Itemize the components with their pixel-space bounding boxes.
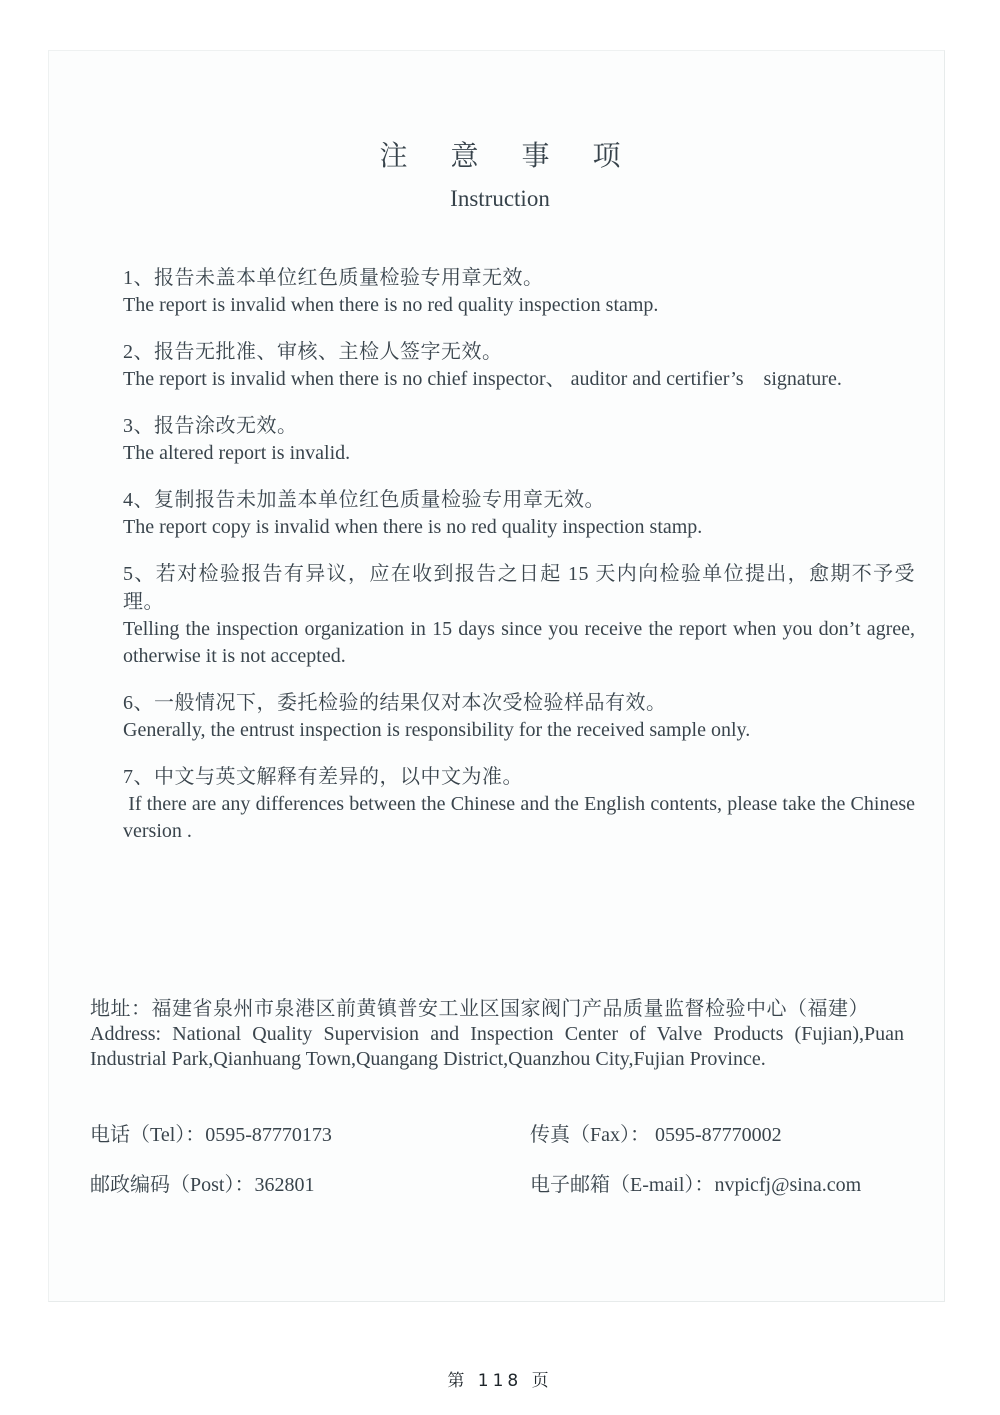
- instruction-item-1: [123, 264, 915, 319]
- instruction-item-3: [123, 412, 915, 467]
- instruction-item-6-english: Generally, the entrust inspection is responsibility for the received sample only.: [123, 719, 751, 741]
- instruction-item-4-chinese: 4、复制报告未加盖本单位红色质量检验专用章无效。: [123, 489, 605, 511]
- fax-line: [530, 1122, 782, 1148]
- instruction-item-4: [123, 486, 915, 541]
- instruction-item-5: [123, 560, 915, 670]
- telephone-value: 0595-87770173: [205, 1124, 332, 1146]
- page-number: 第 118 页: [447, 1371, 553, 1391]
- address-chinese: 地址：福建省泉州市泉港区前黄镇普安工业区国家阀门产品质量监督检验中心（福建）: [90, 998, 869, 1020]
- instruction-item-7-chinese: 7、中文与英文解释有差异的，以中文为准。: [123, 766, 523, 788]
- instruction-item-3-chinese: 3、报告涂改无效。: [123, 415, 298, 437]
- instruction-item-2-chinese: 2、报告无批准、审核、主检人签字无效。: [123, 341, 503, 363]
- telephone-label: 电话（Tel）：: [90, 1124, 206, 1146]
- instruction-item-5-english: Telling the inspection organization in 15 days since you receive the report when you don’t agree, otherwise it is not accepted.: [123, 618, 915, 667]
- page-title-chinese: 注 意 事 项: [379, 141, 621, 172]
- page-title-english: Instruction: [450, 186, 550, 211]
- instruction-item-7-english: If there are any differences between the Chinese and the English contents, please take the Chinese version .: [123, 793, 915, 842]
- postcode-value: 362801: [254, 1174, 315, 1196]
- instruction-list: [123, 264, 915, 864]
- instruction-item-3-english: The altered report is invalid.: [123, 442, 351, 464]
- instruction-item-2-english: The report is invalid when there is no chief inspector、 auditor and certifier’s signature.: [123, 368, 842, 390]
- fax-label: 传真（Fax）：: [530, 1124, 650, 1146]
- instruction-item-6-chinese: 6、一般情况下，委托检验的结果仅对本次受检验样品有效。: [123, 692, 667, 714]
- fax-value: 0595-87770002: [650, 1124, 782, 1146]
- telephone-line: [90, 1122, 332, 1148]
- email-value: nvpicfj@sina.com: [714, 1174, 862, 1196]
- instruction-item-1-chinese: 1、报告未盖本单位红色质量检验专用章无效。: [123, 267, 544, 289]
- postcode-line: [90, 1172, 314, 1198]
- postcode-label: 邮政编码（Post）：: [90, 1174, 255, 1196]
- instruction-item-1-english: The report is invalid when there is no red quality inspection stamp.: [123, 294, 659, 316]
- instruction-item-5-chinese: 5、若对检验报告有异议，应在收到报告之日起 15 天内向检验单位提出，愈期不予受理。: [123, 563, 915, 613]
- address-block: [90, 997, 904, 1072]
- email-line: [530, 1172, 861, 1198]
- instruction-item-7: [123, 763, 915, 845]
- address-english: Address: National Quality Supervision and Inspection Center of Valve Products (Fujian),Puan Industrial Park,Qianhuang Town,Quangang District,Quanzhou City,Fujian Province.: [90, 1023, 904, 1070]
- instruction-item-2: [123, 338, 915, 393]
- email-label: 电子邮箱（E-mail）：: [530, 1174, 715, 1196]
- instruction-item-4-english: The report copy is invalid when there is no red quality inspection stamp.: [123, 516, 703, 538]
- instruction-item-6: [123, 689, 915, 744]
